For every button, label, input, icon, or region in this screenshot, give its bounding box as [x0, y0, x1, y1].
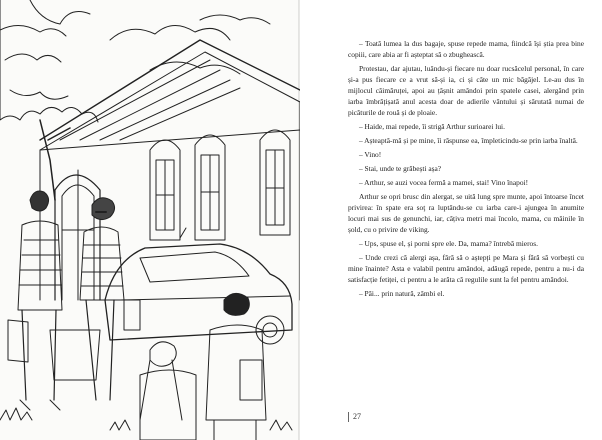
paragraph: – Vino! — [359, 150, 382, 160]
paragraph: Protestau, dar ajutau, luându-și fiecare nu doar rucsăcelul personal, în care și-a pus fiecare ce a vrut să-și ia, ci și câte un mic băgăjel. Le-au dus în mijlocul căimăruței, apoi au țâșnit amândoi prin spatele casei, alergând prin iarba îmbrățișată anul acesta doar de adierile vântului și sărutată numai de picăturile de rouă și de ploaie. — [348, 63, 584, 118]
paragraph: – Haide, mai repede, îi strigă Arthur surioarei lui. — [359, 122, 505, 132]
paragraph: – Ups, spuse el, și porni spre ele. Da, mama? întrebă mieros. — [359, 238, 538, 248]
page-number: 27 — [348, 412, 361, 422]
paragraph: – Arthur, se auzi vocea fermă a mamei, stai! Vino înapoi! — [359, 177, 529, 187]
paragraph: – Păi... prin natură, zâmbi el. — [359, 288, 445, 298]
family-house-car-illustration — [0, 0, 300, 440]
paragraph: – Stai, unde te grăbești așa? — [359, 163, 442, 173]
story-text — [348, 38, 584, 302]
paragraph: – Toată lumea la dus bagaje, spuse repede mama, fiindcă își știa prea bine copiii, care abia ar fi așteptat să o zbughească. — [348, 39, 584, 60]
illustration-page — [0, 0, 300, 440]
paragraph: – Așteaptă-mă și pe mine, îi răspunse ea, împleticindu-se prin iarba înaltă. — [359, 136, 578, 146]
paragraph: Arthur se opri brusc din alergat, se uită lung spre munte, apoi întoarse încet privirea: în spate era soţ ra luptându-se cu iarba care-i ajungea în anumite locuri mai sus de genunchi, iar, câțiva metri mai încolo, mama, cu mâinile în șold, cu o privire de viking. — [348, 191, 584, 234]
text-page — [300, 0, 602, 440]
paragraph: – Unde crezi că alergi așa, fără să o aștepți pe Mara și fără să vorbești cu mine înainte? Asta e valabil pentru amândoi, adăugă repede, pentru a nu-i da satisfacție fetiței, ci pentru a le arăta că regulile sunt la fel pentru amândoi. — [348, 252, 584, 284]
